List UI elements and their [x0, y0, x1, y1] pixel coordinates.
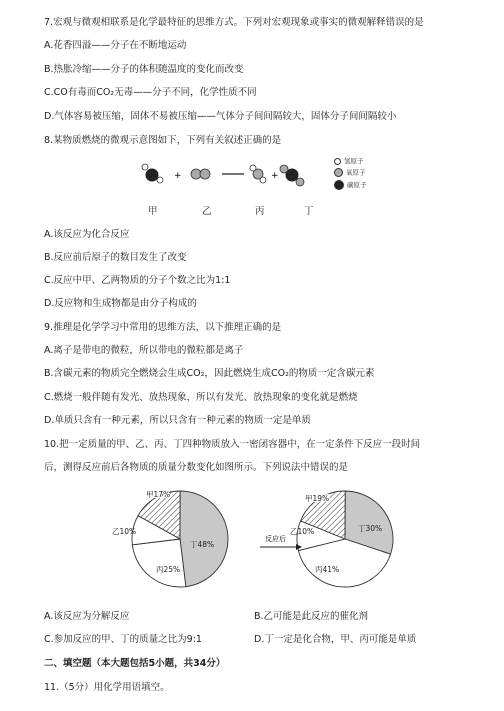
plus-sign-2: + — [271, 171, 279, 181]
legend-oxygen: 氧原子 — [334, 168, 366, 177]
q10-option-d: D.丁一定是化合物，甲、丙可能是单质 — [254, 634, 417, 645]
legend-carbon: 碳原子 — [334, 180, 367, 190]
pie-label-乙: 乙10% — [112, 527, 137, 536]
pie-label-丁: 丁48% — [190, 540, 215, 549]
label-yi: 乙 — [202, 206, 212, 217]
q8-option-b: B.反应前后原子的数目发生了改变 — [44, 252, 187, 263]
molecule-diagram — [130, 156, 330, 196]
q10-option-b: B.乙可能是此反应的催化剂 — [254, 611, 369, 622]
q8-option-c: C.反应中甲、乙两物质的分子个数之比为1:1 — [44, 275, 231, 286]
pie-label-甲: 甲17% — [146, 490, 171, 499]
q9-option-d: D.单质只含有一种元素，所以只含有一种元素的物质一定是单质 — [44, 415, 311, 426]
molecule-jia — [142, 164, 163, 183]
q7-option-b: B.热胀冷缩——分子的体积随温度的变化而改变 — [44, 64, 244, 75]
q8-option-a: A.该反应为化合反应 — [44, 229, 130, 240]
legend-hydrogen: 氢原子 — [334, 157, 364, 165]
q7-option-d: D.气体容易被压缩，固体不易被压缩——气体分子间间隔较大，固体分子间间隔较小 — [44, 111, 397, 122]
molecule-ding — [280, 165, 304, 186]
pie-label-乙: 乙10% — [290, 527, 315, 536]
q10-stem-line1: 10.把一定质量的甲、乙、丙、丁四种物质放入一密闭容器中，在一定条件下反应一段时间 — [44, 439, 421, 450]
hydrogen-atom-icon — [334, 158, 341, 165]
q10-stem-line2: 后，测得反应前后各物质的质量分数变化如图所示。下列说法中错误的是 — [44, 462, 349, 473]
q7-stem: 7.宏观与微观相联系是化学最特征的思维方式。下列对宏观现象或事实的微观解释错误的是 — [44, 17, 424, 28]
molecule-yi — [191, 169, 210, 179]
oxygen-atom-icon — [334, 168, 343, 177]
section-title: 二、填空题（本大题包括5小题，共34分） — [44, 658, 226, 669]
pie-label-丙: 丙41% — [315, 565, 340, 574]
q7-option-c: C.CO有毒而CO₂无毒——分子不同，化学性质不同 — [44, 87, 257, 98]
label-bing: 丙 — [255, 206, 265, 217]
pie-charts — [100, 484, 430, 596]
pie-after — [290, 491, 393, 587]
label-jia: 甲 — [148, 206, 158, 217]
pie-slice-丙 — [132, 539, 185, 587]
q7-option-a: A.花香四溢——分子在不断地运动 — [44, 40, 187, 51]
q9-stem: 9.推理是化学学习中常用的思维方法，以下推理正确的是 — [44, 322, 282, 333]
q11-stem: 11.（5分）用化学用语填空。 — [44, 682, 170, 693]
q9-option-a: A.离子是带电的微粒，所以带电的微粒都是离子 — [44, 345, 244, 356]
q8-stem: 8.某物质燃烧的微观示意图如下，下列有关叙述正确的是 — [44, 135, 282, 146]
q10-option-c: C.参加反应的甲、丁的质量之比为9:1 — [44, 634, 202, 645]
carbon-atom-icon — [334, 180, 344, 190]
pie-label-甲: 甲19% — [305, 494, 330, 503]
q9-option-b: B.含碳元素的物质完全燃烧会生成CO₂，因此燃烧生成CO₂的物质一定含碳元素 — [44, 368, 375, 379]
q10-option-a: A.该反应为分解反应 — [44, 611, 130, 622]
molecule-bing — [250, 165, 266, 183]
pie-label-丁: 丁30% — [358, 524, 383, 533]
pie-slice-丁 — [180, 491, 228, 587]
pie-label-丙: 丙25% — [156, 565, 181, 574]
q8-option-d: D.反应物和生成物都是由分子构成的 — [44, 298, 197, 309]
reaction-arrow-label: 反应后 — [265, 535, 286, 543]
pie-before — [112, 490, 228, 587]
label-ding: 丁 — [304, 206, 314, 217]
q9-option-c: C.燃烧一般伴随有发光、放热现象，所以有发光、放热现象的变化就是燃烧 — [44, 392, 358, 403]
plus-sign-1: + — [174, 171, 182, 181]
